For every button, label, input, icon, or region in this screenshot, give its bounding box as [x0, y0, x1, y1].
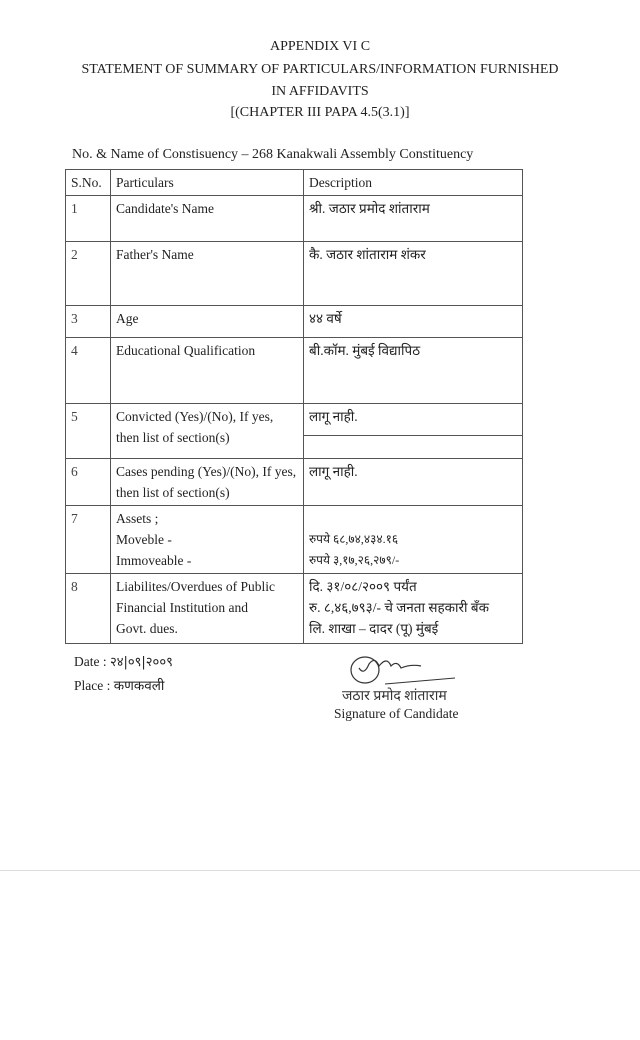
row-number: 2	[66, 242, 111, 306]
row-particular: Cases pending (Yes)/(No), If yes, then list of section(s)	[111, 459, 304, 506]
row-number: 5	[66, 404, 111, 459]
statement-subtitle: IN AFFIDAVITS	[271, 84, 369, 99]
scan-edge-line	[0, 870, 640, 871]
particular-line: Liabilites/Overdues of Public	[116, 579, 275, 594]
chapter-reference: [(CHAPTER III PAPA 4.5(3.1)]	[230, 105, 410, 120]
row-number: 8	[66, 574, 111, 644]
immoveable-label: Immoveable -	[116, 553, 192, 568]
row-number: 7	[66, 506, 111, 574]
table-row	[66, 404, 523, 459]
date-label: Date :	[74, 654, 107, 669]
row-particular: Educational Qualification	[111, 338, 304, 404]
row-description	[304, 574, 523, 644]
header-description: Description	[304, 170, 523, 196]
row-particular: Convicted (Yes)/(No), If yes, then list of section(s)	[111, 404, 304, 459]
particulars-table	[65, 169, 523, 644]
place-line	[74, 676, 164, 694]
signature-label: Signature of Candidate	[334, 706, 459, 721]
row-number: 1	[66, 196, 111, 242]
row-description	[304, 404, 523, 459]
description-line: दि. ३१/०८/२००९ पर्यंत	[309, 579, 417, 594]
row-description: श्री. जठार प्रमोद शांताराम	[304, 196, 523, 242]
table-row	[66, 574, 523, 644]
row-description: लागू नाही.	[304, 459, 523, 506]
table-row	[66, 506, 523, 574]
statement-title: STATEMENT OF SUMMARY OF PARTICULARS/INFORMATION FURNISHED	[81, 62, 559, 77]
row-particular	[111, 506, 304, 574]
place-value: कणकवली	[113, 678, 165, 693]
assets-label: Assets ;	[116, 511, 159, 526]
appendix-title: APPENDIX VI C	[269, 39, 371, 54]
row-particular: Age	[111, 306, 304, 338]
place-label: Place :	[74, 678, 111, 693]
table-header	[66, 170, 523, 196]
table-row	[66, 338, 523, 404]
date-value: २४|०९|२००९	[110, 655, 173, 670]
sub-divider	[304, 435, 522, 456]
date-line	[74, 652, 173, 670]
constituency-line: No. & Name of Constisuency – 268 Kanakwali Assembly Constituency	[72, 147, 474, 162]
row-description-text: लागू नाही.	[309, 409, 358, 424]
immoveable-value: रुपये ३,१७,२६,२७९/-	[309, 553, 400, 567]
header-sno: S.No.	[66, 170, 111, 196]
table-row	[66, 306, 523, 338]
row-number: 4	[66, 338, 111, 404]
header-particulars: Particulars	[111, 170, 304, 196]
row-particular: Candidate's Name	[111, 196, 304, 242]
row-description: कै. जठार शांताराम शंकर	[304, 242, 523, 306]
table-row	[66, 459, 523, 506]
row-number: 6	[66, 459, 111, 506]
row-description: ४४ वर्षे	[304, 306, 523, 338]
row-number: 3	[66, 306, 111, 338]
particular-line: Govt. dues.	[116, 621, 178, 636]
particular-line: Financial Institution and	[116, 600, 248, 615]
row-description: बी.कॉम. मुंबई विद्यापिठ	[304, 338, 523, 404]
description-line: रु. ८,४६,७९३/- चे जनता सहकारी बँक	[309, 600, 489, 615]
table-row	[66, 196, 523, 242]
description-line: लि. शाखा – दादर (पू) मुंबई	[309, 621, 439, 636]
row-particular: Father's Name	[111, 242, 304, 306]
moveable-value: रुपये ६८,७४,४३४.१६	[309, 532, 399, 546]
row-description	[304, 506, 523, 574]
table-row	[66, 242, 523, 306]
row-particular	[111, 574, 304, 644]
moveable-label: Moveble -	[116, 532, 172, 547]
signature-name: जठार प्रमोद शांताराम	[342, 689, 447, 704]
